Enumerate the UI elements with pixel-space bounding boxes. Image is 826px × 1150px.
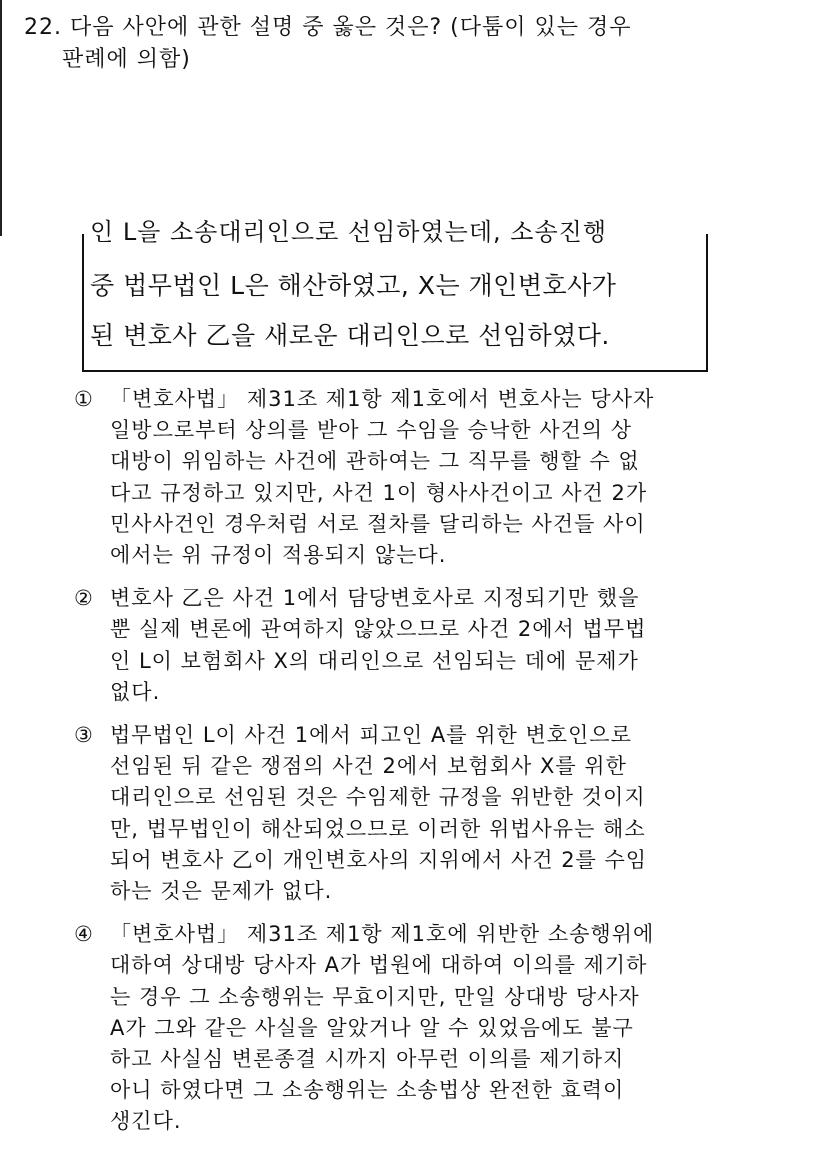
case-text-line-3: 된 변호사 乙을 새로운 대리인으로 선임하였다.: [90, 321, 610, 350]
option-marker: ②: [74, 586, 94, 611]
option-marker: ④: [74, 922, 94, 947]
case-facts-box: [82, 218, 708, 372]
option-line: 「변호사법」 제31조 제1항 제1호에서 변호사는 당사자: [110, 387, 655, 411]
case-text-line-2: 중 법무법인 L은 해산하였고, X는 개인변호사가: [90, 271, 617, 300]
option-line: 아니 하였다면 그 소송행위는 소송법상 완전한 효력이: [110, 1078, 625, 1103]
option-line: 법무법인 L이 사건 1에서 피고인 A를 위한 변호인으로: [110, 723, 632, 748]
option-line: 되어 변호사 乙이 개인변호사의 지위에서 사건 2를 수임: [110, 847, 648, 872]
option-line: 선임된 뒤 같은 쟁점의 사건 2에서 보험회사 X를 위한: [110, 754, 627, 779]
option-text: [110, 919, 814, 1137]
left-margin-rule: [0, 0, 2, 236]
option-text: [110, 720, 814, 907]
option-2[interactable]: [74, 583, 814, 708]
option-line: 하는 것은 문제가 없다.: [110, 879, 333, 904]
option-line: 는 경우 그 소송행위는 무효이지만, 만일 상대방 당사자: [110, 984, 640, 1009]
option-3[interactable]: [74, 720, 814, 907]
option-line: 변호사 乙은 사건 1에서 담당변호사로 지정되기만 했을: [110, 586, 640, 611]
option-text: [110, 583, 814, 708]
option-line: 대리인으로 선임된 것은 수임제한 규정을 위반한 것이지: [110, 785, 646, 810]
option-line: 민사사건인 경우처럼 서로 절차를 달리하는 사건들 사이: [110, 511, 646, 536]
option-line: 다고 규정하고 있지만, 사건 1이 형사사건이고 사건 2가: [110, 480, 648, 505]
option-text: [110, 384, 814, 571]
option-1[interactable]: [74, 384, 814, 571]
case-text-clipped-line: 인 L을 소송대리인으로 선임하였는데, 소송진행: [90, 218, 608, 246]
answer-options: [74, 384, 814, 1150]
option-line: 일방으로부터 상의를 받아 그 수임을 승낙한 사건의 상: [110, 418, 633, 443]
question-number: 22.: [24, 15, 62, 40]
option-line: 하고 사실심 변론종결 시까지 아무런 이의를 제기하지: [110, 1047, 625, 1072]
option-line: 생긴다.: [110, 1109, 182, 1134]
option-line: 없다.: [110, 679, 161, 704]
option-line: 인 L이 보험회사 X의 대리인으로 선임되는 데에 문제가: [110, 648, 639, 673]
option-line: 「변호사법」 제31조 제1항 제1호에 위반한 소송행위에: [110, 922, 655, 947]
question-text-line-2: 판례에 의함): [62, 47, 191, 72]
option-marker: ①: [74, 387, 94, 411]
option-line: 대하여 상대방 당사자 A가 법원에 대하여 이의를 제기하: [110, 953, 648, 978]
option-marker: ③: [74, 723, 94, 748]
option-4[interactable]: [74, 919, 814, 1137]
option-line: 에서는 위 규정이 적용되지 않는다.: [110, 543, 447, 568]
option-line: 뿐 실제 변론에 관여하지 않았으므로 사건 2에서 법무법: [110, 617, 647, 642]
question-text-line-1: 다음 사안에 관한 설명 중 옳은 것은? (다툼이 있는 경우: [70, 15, 632, 40]
option-line: 대방이 위임하는 사건에 관하여는 그 직무를 행할 수 없: [110, 449, 640, 474]
option-line: 만, 법무법인이 해산되었으므로 이러한 위법사유는 해소: [110, 816, 646, 841]
question-stem: [24, 12, 804, 76]
option-line: A가 그와 같은 사실을 알았거나 알 수 있었음에도 불구: [110, 1015, 634, 1040]
